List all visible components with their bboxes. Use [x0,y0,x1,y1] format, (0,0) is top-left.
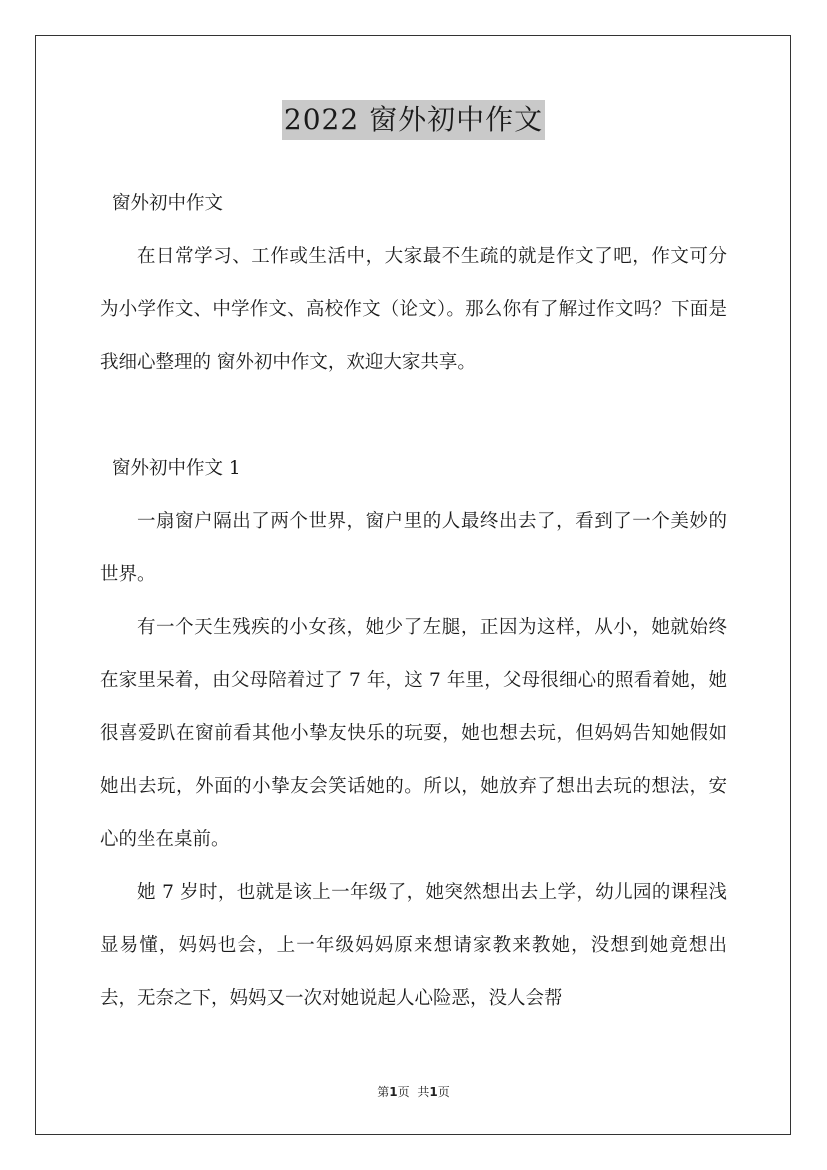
page-current: 1 [389,1085,398,1099]
intro-paragraph: 在日常学习、工作或生活中，大家最不生疏的就是作文了吧，作文可分为小学作文、中学作文、高校作文（论文）。那么你有了解过作文吗？下面是我细心整理的 窗外初中作文，欢迎大家共享。 [100,246,727,373]
total-label-suffix: 页 [437,1085,450,1099]
body-paragraph: 有一个天生残疾的小女孩，她少了左腿，正因为这样，从小，她就始终在家里呆着，由父母陪着过了 7 年，这 7 年里，父母很细心的照看着她，她很喜爱趴在窗前看其他小挚友快乐的玩耍，她也想去玩，但妈妈告知她假如她出去玩，外面的小挚友会笑话她的。所以，她放弃了想出去玩的想法，安心的坐在桌前。 [100,617,727,850]
body-paragraph: 一扇窗户隔出了两个世界，窗户里的人最终出去了，看到了一个美妙的世界。 [100,511,727,585]
page-label-prefix: 第 [377,1085,390,1099]
section-spacer [100,389,727,442]
section-heading: 窗外初中作文 1 [112,458,241,479]
title-container [0,100,827,140]
document-body [100,177,727,1025]
page-footer [0,1083,827,1100]
page-total: 1 [429,1085,438,1099]
subtitle: 窗外初中作文 [112,193,224,214]
body-paragraph: 她 7 岁时，也就是该上一年级了，她突然想出去上学，幼儿园的课程浅显易懂，妈妈也会，上一年级妈妈原来想请家教来教她，没想到她竟想出去，无奈之下，妈妈又一次对她说起人心险恶，没人会帮 [100,882,727,1009]
total-label-prefix: 共 [417,1085,430,1099]
page-label-suffix: 页 [397,1085,410,1099]
document-title: 2022 窗外初中作文 [282,100,545,140]
